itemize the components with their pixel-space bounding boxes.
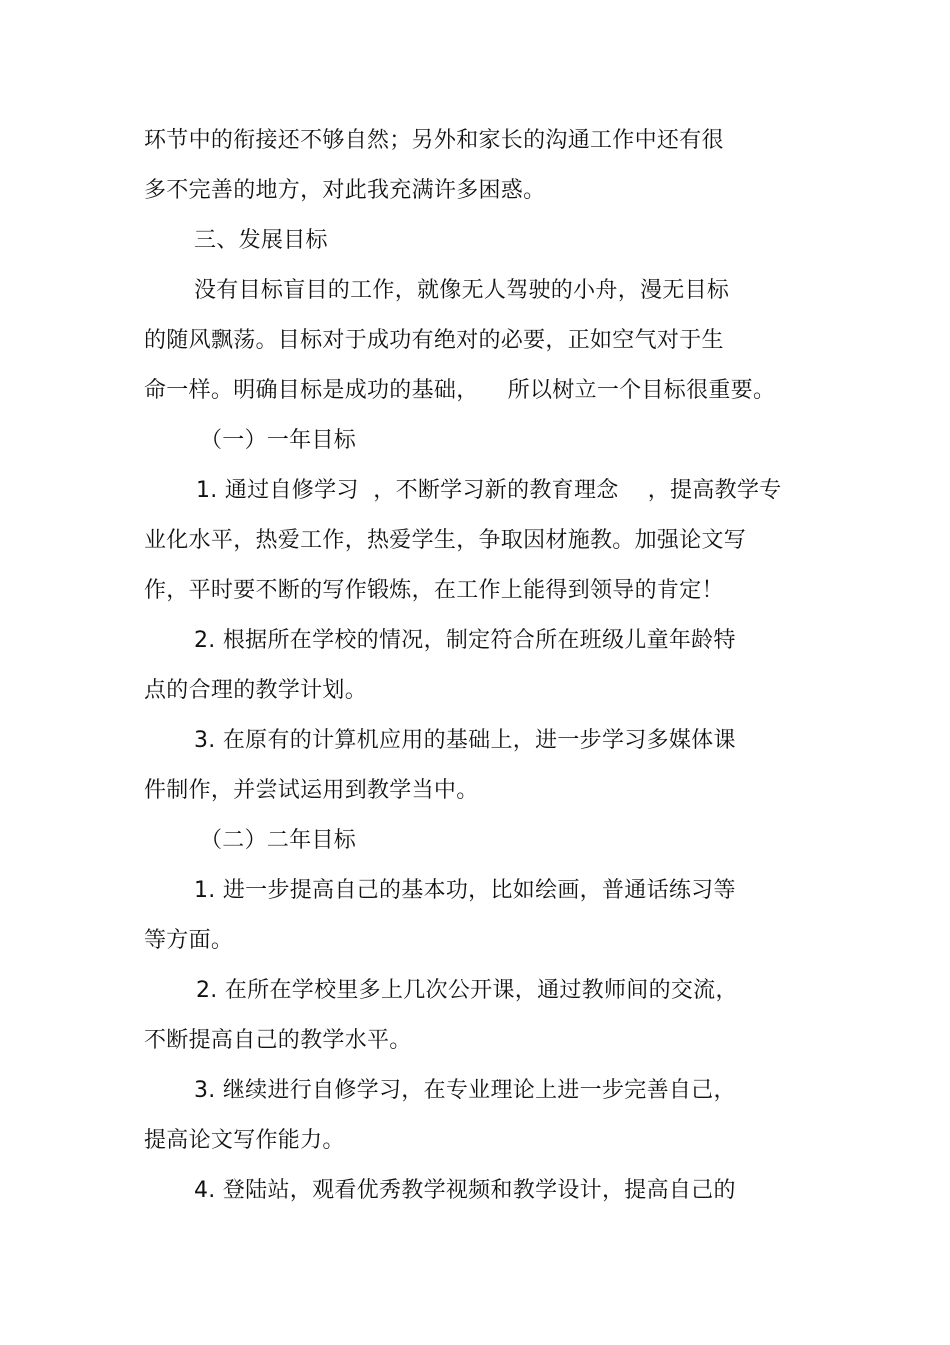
- list-item-line: 2. 在所在学校里多上几次公开课，通过教师间的交流，: [196, 978, 738, 1003]
- list-item-line: 件制作，并尝试运用到教学当中。: [144, 778, 479, 803]
- list-item-line: 4. 登陆站，观看优秀教学视频和教学设计，提高自己的: [194, 1178, 736, 1203]
- list-item-line: 1. 通过自修学习 ，不断学习新的教育理念 ，提高教学专: [196, 478, 782, 503]
- subsection-heading: （一）一年目标: [200, 428, 357, 453]
- paragraph-line: 多不完善的地方，对此我充满许多困惑。: [144, 178, 546, 203]
- list-item-line: 3. 在原有的计算机应用的基础上，进一步学习多媒体课: [194, 728, 736, 753]
- list-item-line: 不断提高自己的教学水平。: [144, 1028, 412, 1053]
- paragraph-line: 环节中的衔接还不够自然；另外和家长的沟通工作中还有很: [144, 128, 724, 153]
- list-item-line: 等方面。: [144, 928, 234, 953]
- list-item-line: 点的合理的教学计划。: [144, 678, 368, 703]
- list-item-line: 提高论文写作能力。: [144, 1128, 345, 1153]
- paragraph-line: 没有目标盲目的工作，就像无人驾驶的小舟，漫无目标: [194, 278, 730, 303]
- paragraph-line: 命一样。明确目标是成功的基础， 所以树立一个目标很重要。: [144, 378, 776, 403]
- list-item-line: 3. 继续进行自修学习，在专业理论上进一步完善自己，: [194, 1078, 736, 1103]
- list-item-line: 作，平时要不断的写作锻炼，在工作上能得到领导的肯定！: [144, 578, 724, 603]
- section-heading: 三、发展目标: [194, 228, 328, 253]
- list-item-line: 2. 根据所在学校的情况，制定符合所在班级儿童年龄特: [194, 628, 736, 653]
- list-item-line: 1. 进一步提高自己的基本功，比如绘画，普通话练习等: [194, 878, 736, 903]
- subsection-heading: （二）二年目标: [200, 828, 357, 853]
- paragraph-line: 的随风飘荡。目标对于成功有绝对的必要，正如空气对于生: [144, 328, 724, 353]
- list-item-line: 业化水平，热爱工作，热爱学生，争取因材施教。加强论文写: [144, 528, 747, 553]
